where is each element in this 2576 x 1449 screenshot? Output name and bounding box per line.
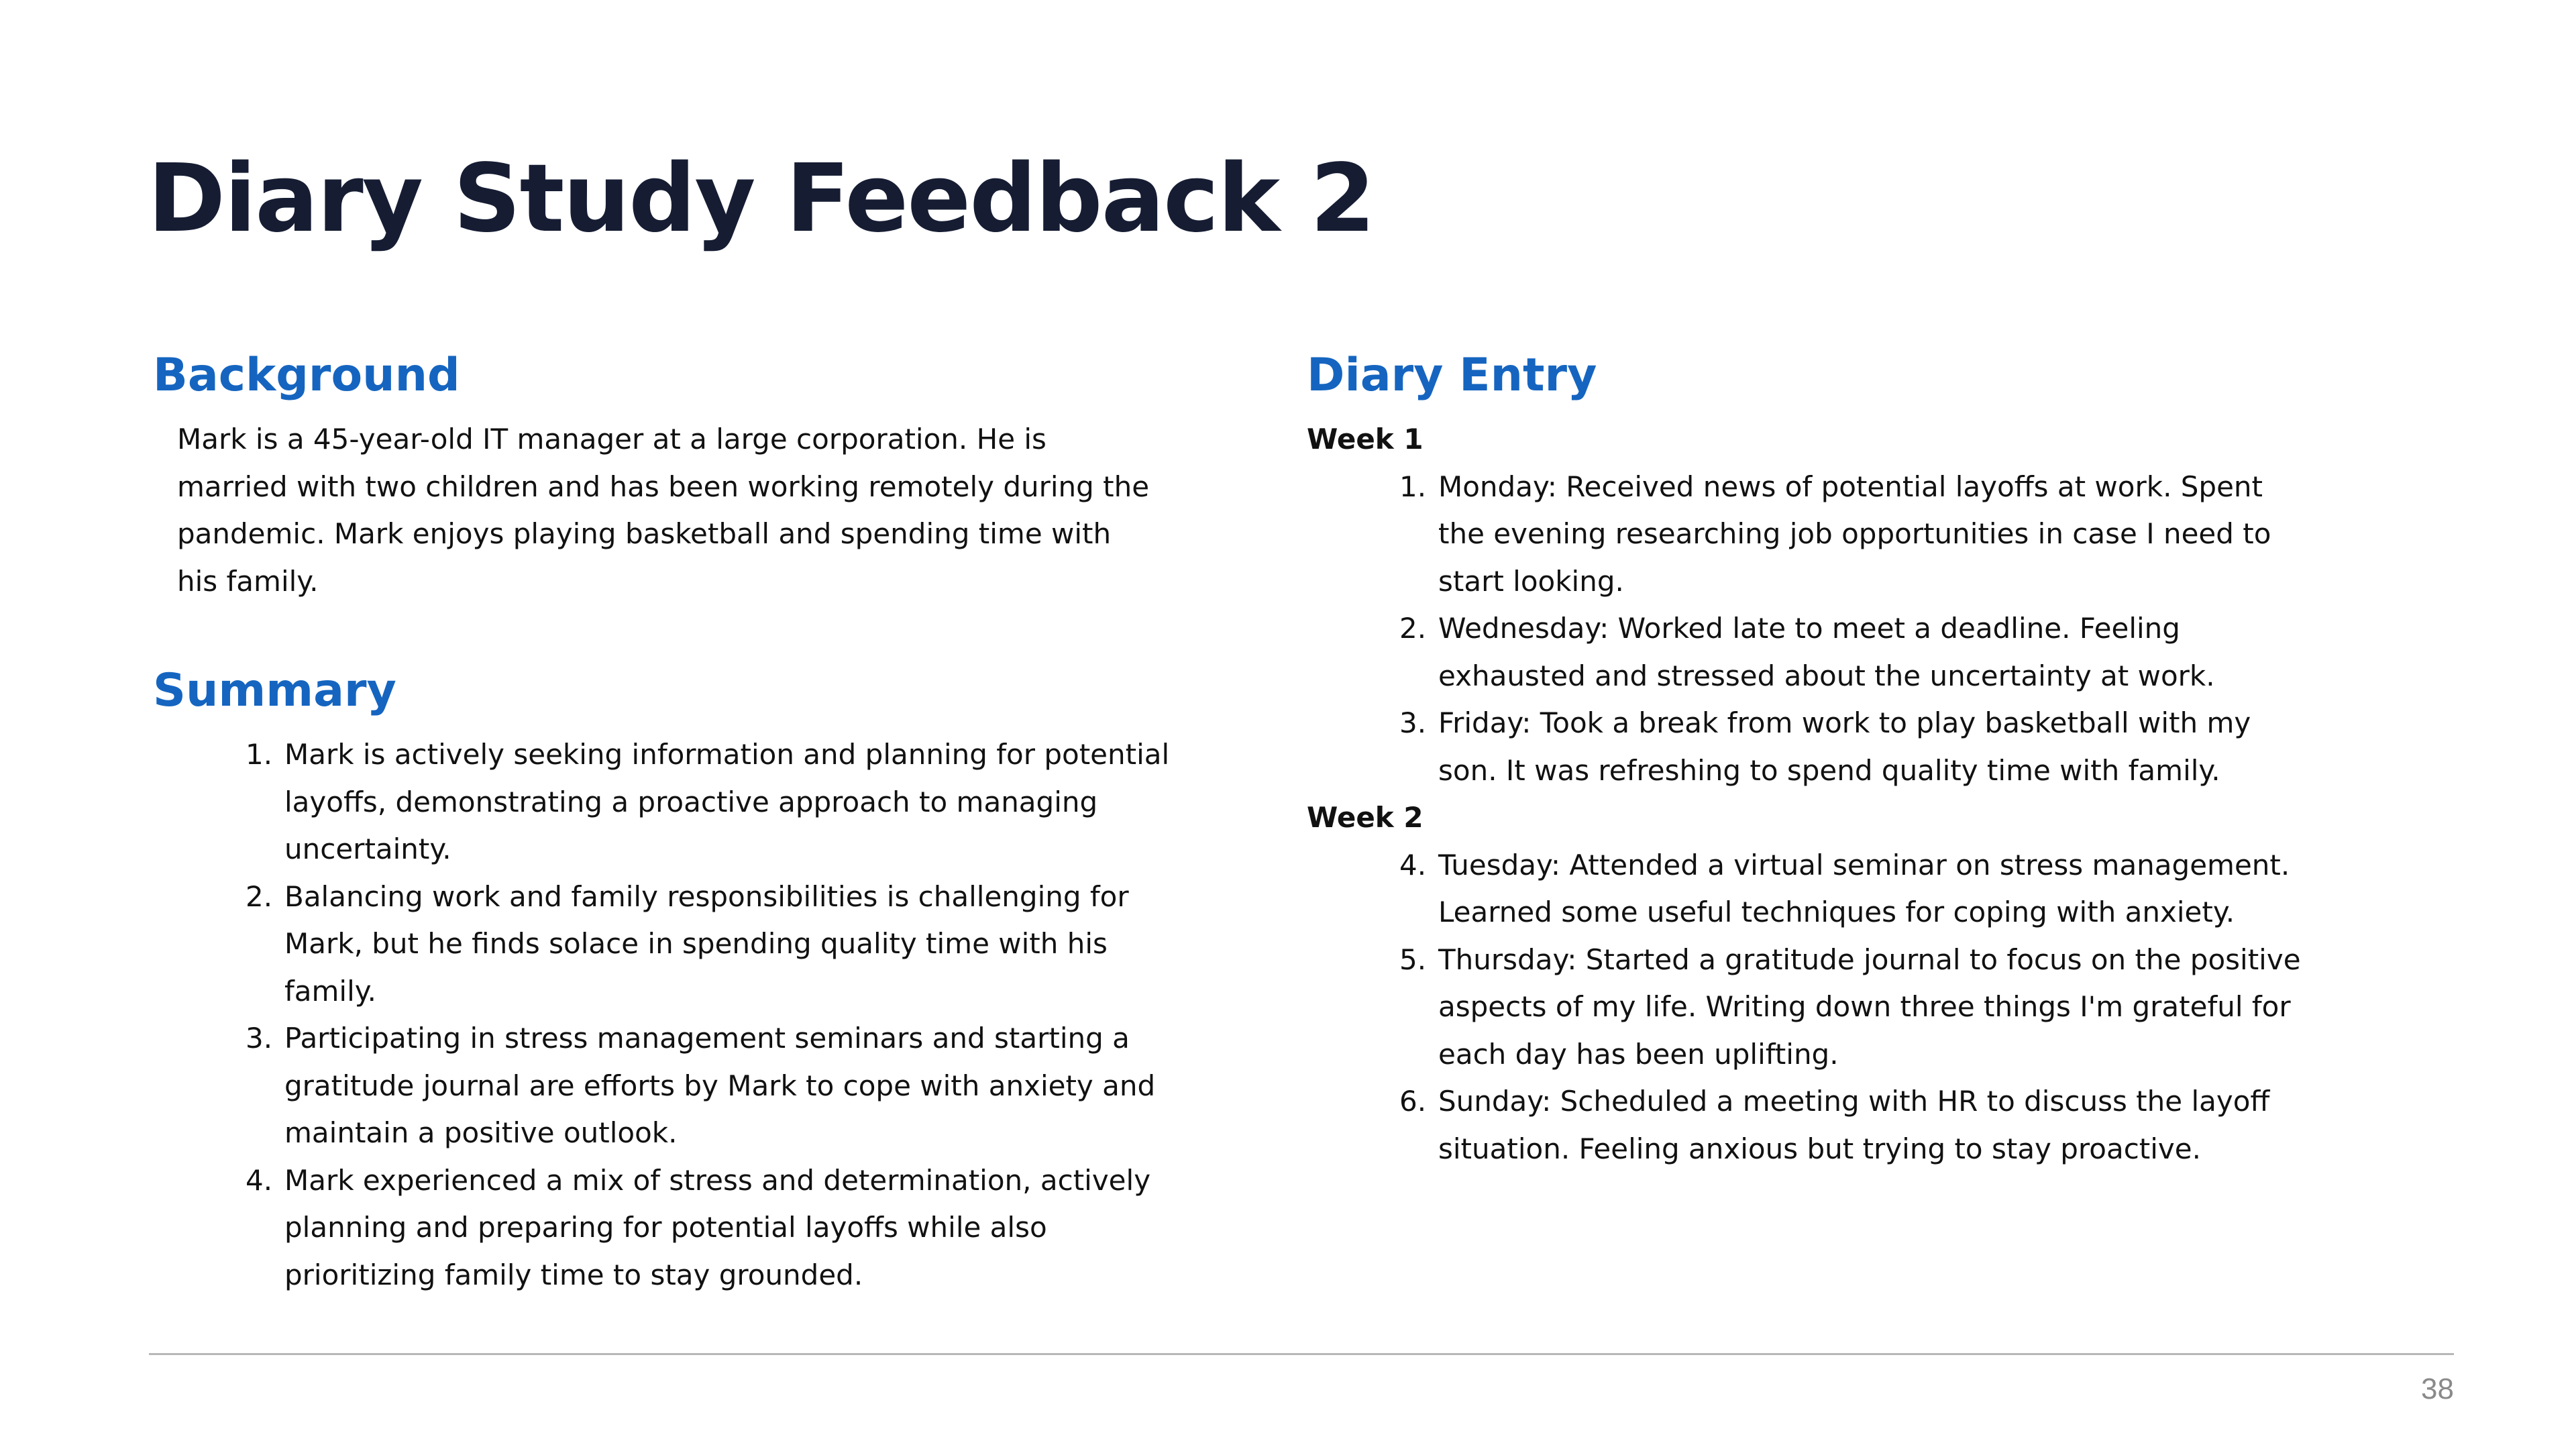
diary-entry-item <box>1307 700 2310 794</box>
summary-item <box>153 873 1183 1016</box>
list-number: 6. <box>1399 1085 1427 1118</box>
list-number: 2. <box>246 879 273 913</box>
list-number: 1. <box>246 738 273 771</box>
week-label: Week 1 <box>1307 423 1424 455</box>
summary-heading: Summary <box>153 664 396 717</box>
summary-item <box>153 1015 1183 1157</box>
week-2-entries <box>1307 842 2353 1173</box>
diary-entry-text: Thursday: Started a gratitude journal to focus on the positive aspects of my life. Writing down three things I'm grateful for each day has been uplifting. <box>1438 943 2301 1071</box>
week-1-entries <box>1307 464 2353 795</box>
list-number: 3. <box>1399 706 1427 739</box>
footer-divider <box>149 1353 2454 1355</box>
diary-entry-item <box>1307 842 2310 936</box>
list-number: 2. <box>1399 612 1427 645</box>
background-text: Mark is a 45-year-old IT manager at a large corporation. He is married with two children and has been working remotely during the pandemic. Mark enjoys playing basketball and spending time with his family. <box>177 423 1150 598</box>
diary-entry-text: Monday: Received news of potential layoffs at work. Spent the evening researching job opportunities in case I need to start looking. <box>1438 470 2271 598</box>
week-label: Week 2 <box>1307 801 1424 834</box>
summary-item-text: Participating in stress management seminars and starting a gratitude journal are efforts by Mark to cope with anxiety and maintain a positive outlook. <box>284 1022 1156 1149</box>
list-number: 3. <box>246 1022 273 1055</box>
list-number: 1. <box>1399 470 1427 503</box>
summary-item <box>153 731 1183 873</box>
diary-entry-text: Tuesday: Attended a virtual seminar on stress management. Learned some useful techniques for coping with anxiety. <box>1438 848 2290 928</box>
page-title: Diary Study Feedback 2 <box>148 144 1375 254</box>
background-heading: Background <box>153 349 460 402</box>
diary-entry-item <box>1307 464 2310 606</box>
list-number: 4. <box>1399 848 1427 881</box>
right-column <box>1307 342 2353 1173</box>
diary-entry-item <box>1307 1078 2310 1173</box>
diary-entry-item <box>1307 936 2310 1079</box>
summary-item <box>153 1157 1183 1299</box>
list-number: 4. <box>246 1163 273 1197</box>
diary-entry-text: Sunday: Scheduled a meeting with HR to discuss the layoff situation. Feeling anxious but trying to stay proactive. <box>1438 1085 2270 1165</box>
left-column <box>153 342 1199 1299</box>
summary-item-text: Mark experienced a mix of stress and determination, actively planning and preparing for potential layoffs while also prioritizing family time to stay grounded. <box>284 1163 1151 1291</box>
diary-entry-heading: Diary Entry <box>1307 349 1597 402</box>
diary-entry-item <box>1307 605 2310 700</box>
summary-item-text: Mark is actively seeking information and planning for potential layoffs, demonstrating a proactive approach to managing uncertainty. <box>284 738 1170 865</box>
summary-item-text: Balancing work and family responsibilities is challenging for Mark, but he finds solace in spending quality time with his family. <box>284 879 1129 1008</box>
diary-entry-text: Wednesday: Worked late to meet a deadline. Feeling exhausted and stressed about the uncertainty at work. <box>1438 612 2215 692</box>
page-number: 38 <box>2421 1373 2454 1405</box>
list-number: 5. <box>1399 943 1427 976</box>
summary-list <box>153 731 1199 1299</box>
diary-entry-text: Friday: Took a break from work to play basketball with my son. It was refreshing to spend quality time with family. <box>1438 706 2251 787</box>
